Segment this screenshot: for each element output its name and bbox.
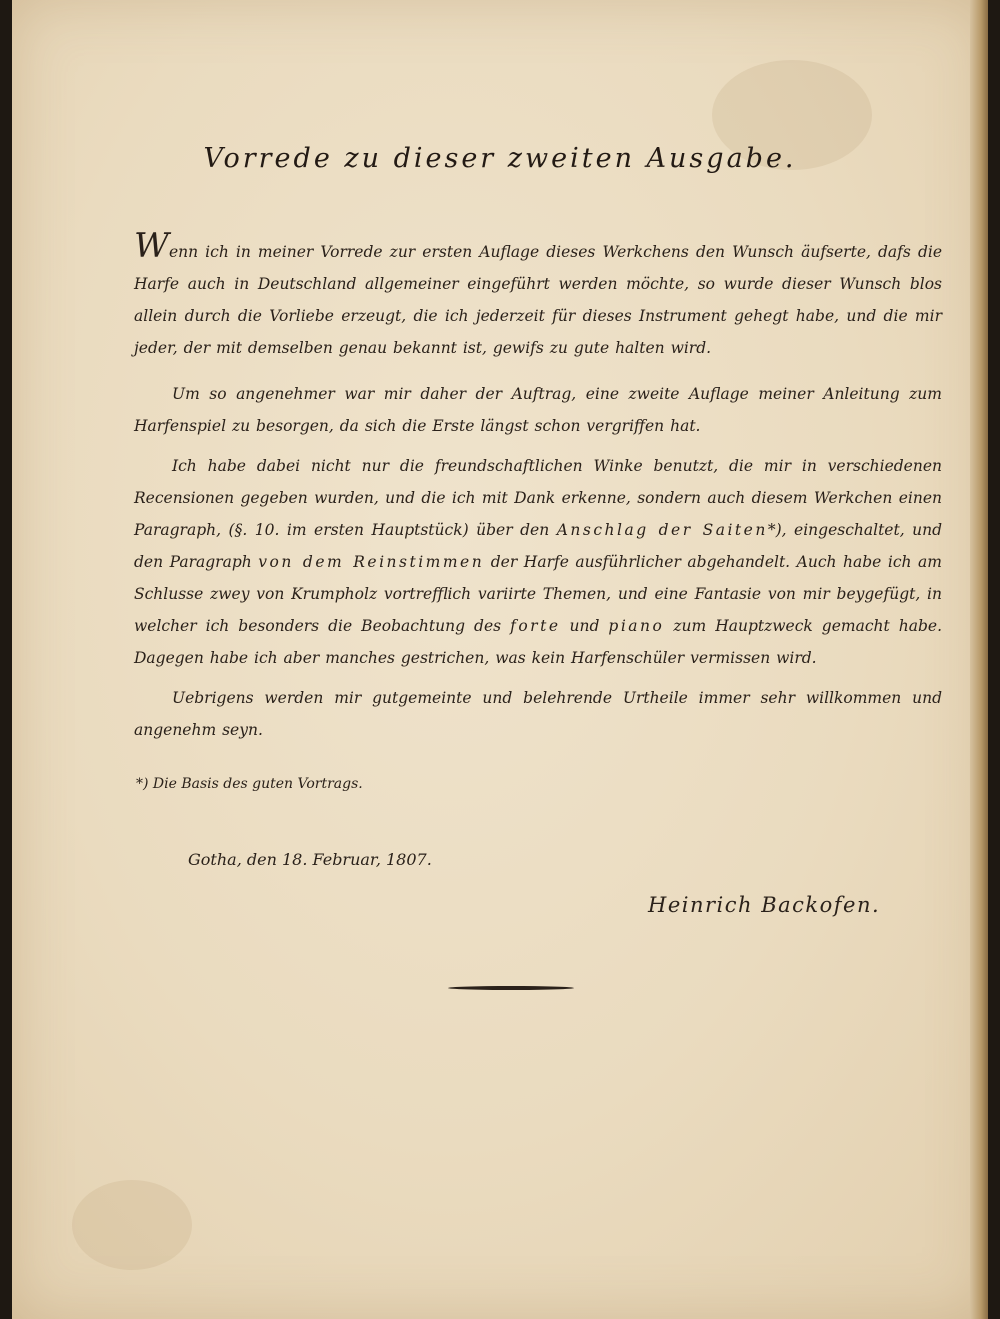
paragraph-1 (134, 226, 942, 364)
drop-initial: W (134, 226, 169, 266)
paragraph-3 (134, 450, 942, 674)
paragraph-1-text: enn ich in meiner Vorrede zur ersten Auflage dieses Werkchens den Wunsch äufserte, dafs die Harfe auch in Deutschland allgemeiner eingeführt werden möchte, so wurde dieser Wunsch blos allein durch die Vorliebe erzeugt, die ich jederzeit für dieses Instrument gehegt habe, und die mir jeder, der mit demselben genau bekannt ist, gewifs zu gute halten wird. (134, 243, 942, 357)
emphasis-reinstimmen: von dem Reinstimmen (258, 553, 485, 571)
decorative-rule (448, 986, 574, 990)
paragraph-3-part-5: zum Hauptzweck gemacht habe. Dagegen habe ich aber manches gestrichen, was kein Harfenschüler vermissen wird. (134, 617, 942, 667)
paper-stain (72, 1180, 192, 1270)
paragraph-3-part-4: und (560, 617, 609, 635)
paragraph-3-part-3: der Harfe ausführlicher abgehandelt. Auch habe ich am Schlusse zwey von Krumpholz vortrefflich variirte Themen, und eine Fantasie von mir beygefügt, in welcher ich besonders die Beobachtung des (134, 553, 942, 635)
dateline: Gotha, den 18. Februar, 1807. (188, 850, 432, 869)
emphasis-forte: forte (510, 617, 561, 635)
emphasis-piano: piano (608, 617, 665, 635)
paragraph-4: Uebrigens werden mir gutgemeinte und belehrende Urtheile immer sehr willkommen und angenehm seyn. (134, 689, 942, 739)
emphasis-anschlag: Anschlag der Saiten (556, 521, 768, 539)
paragraph-3-part-1: Ich habe dabei nicht nur die freundschaftlichen Winke benutzt, die mir in verschiedenen Recensionen gegeben wurden, und die ich mit Dank erkenne, sondern auch diesem Werkchen einen Paragraph, (§. 10. im ersten Hauptstück) über den (134, 457, 942, 539)
footnote: *) Die Basis des guten Vortrags. (136, 776, 363, 792)
signature: Heinrich Backofen. (648, 893, 881, 917)
paragraph-3-part-2: *), eingeschaltet, und den Paragraph (134, 521, 943, 571)
page-spine-edge (970, 0, 988, 1319)
paragraph-2: Um so angenehmer war mir daher der Auftrag, eine zweite Auflage meiner Anleitung zum Harfenspiel zu besorgen, da sich die Erste längst schon vergriffen hat. (134, 385, 942, 435)
page-title: Vorrede zu dieser zweiten Ausgabe. (203, 143, 797, 174)
